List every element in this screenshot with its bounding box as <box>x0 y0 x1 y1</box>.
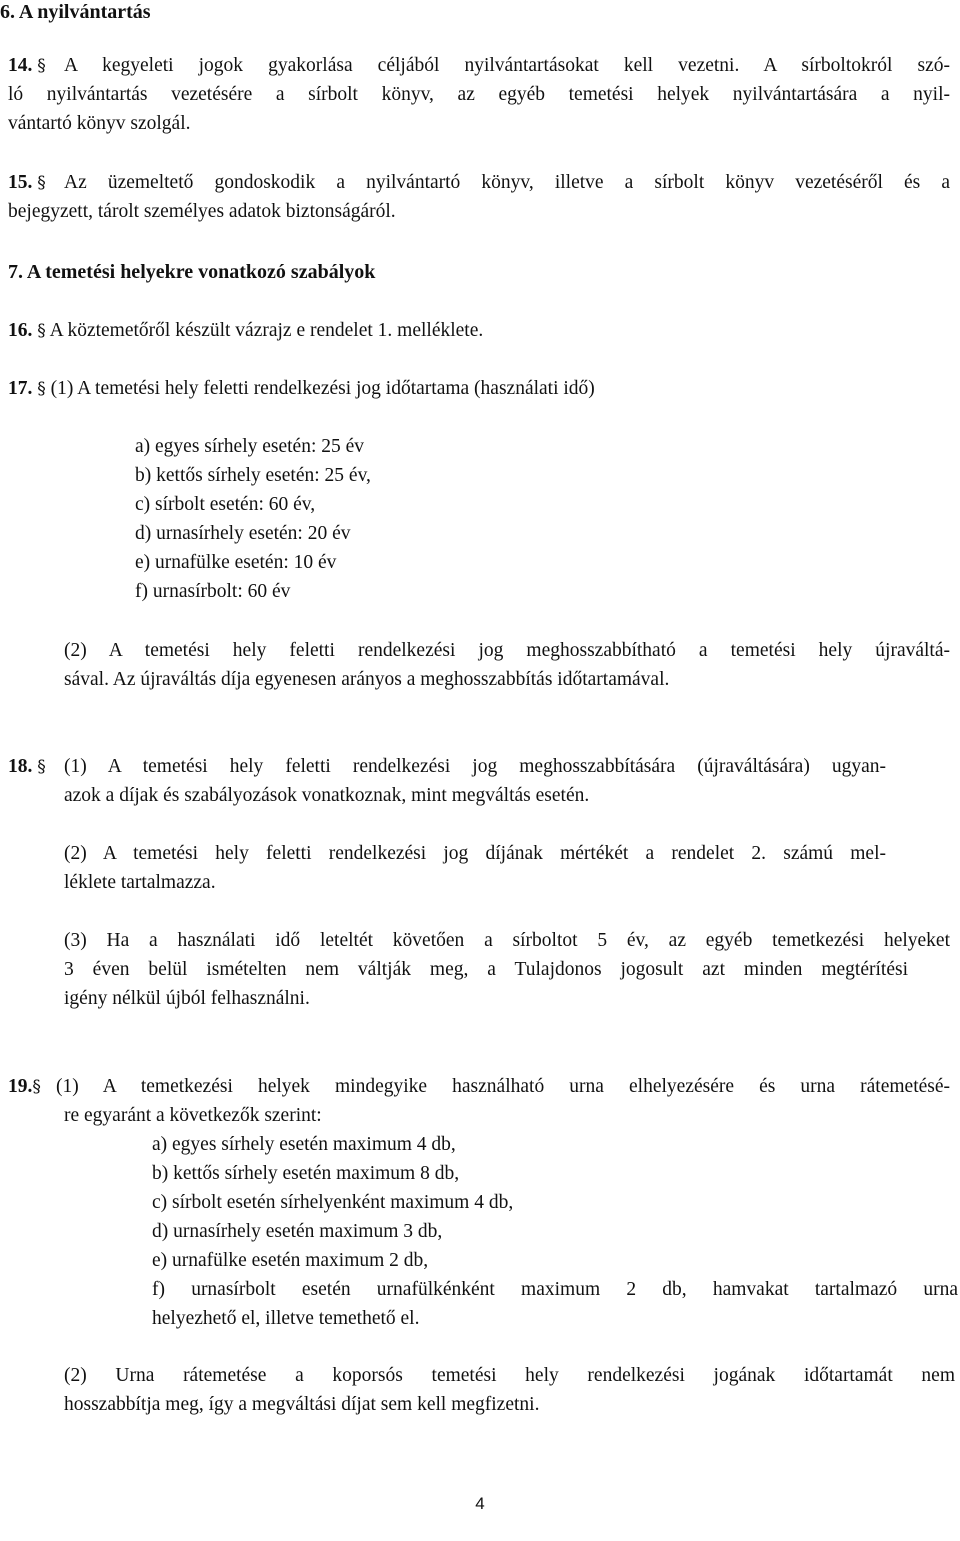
list-item: c) sírbolt esetén sírhelyenként maximum 4 db, <box>152 1192 514 1213</box>
paragraph-18-2-line: léklete tartalmazza. <box>64 872 216 893</box>
section-sign: § <box>37 757 46 777</box>
list-item: b) kettős sírhely esetén: 25 év, <box>135 465 371 486</box>
section-sign: § <box>37 173 46 193</box>
paragraph-number: 19. <box>8 1076 33 1097</box>
paragraph-18-lead <box>8 755 46 779</box>
paragraph-17-lead <box>8 377 595 401</box>
paragraph-19-lead <box>8 1075 41 1099</box>
list-item: d) urnasírhely esetén maximum 3 db, <box>152 1221 443 1242</box>
paragraph-19-2-line: hosszabbítja meg, így a megváltási díjat sem kell megfizetni. <box>64 1394 540 1415</box>
paragraph-18-3-line: 3 éven belül ismételten nem váltják meg, a Tulajdonos jogosult azt minden megtérítési <box>64 959 908 980</box>
paragraph-19-2-line: (2) Urna rátemetése a koporsós temetési hely rendelkezési jogának időtartamát nem <box>64 1365 955 1386</box>
section-heading-6: 6. A nyilvántartás <box>0 1 151 23</box>
section-sign: § <box>37 56 46 76</box>
paragraph-17-2-line: sával. Az újraváltás díja egyenesen arányos a meghosszabbítás időtartamával. <box>64 669 670 690</box>
list-item: a) egyes sírhely esetén maximum 4 db, <box>152 1134 456 1155</box>
paragraph-15-line: Az üzemeltető gondoskodik a nyilvántartó könyv, illetve a sírbolt könyv vezetéséről és a <box>64 172 950 193</box>
paragraph-number: 16. <box>8 320 33 341</box>
section-sign: § <box>37 321 46 341</box>
list-item: b) kettős sírhely esetén maximum 8 db, <box>152 1163 460 1184</box>
list-item: d) urnasírhely esetén: 20 év <box>135 523 351 544</box>
paragraph-16 <box>8 319 483 343</box>
paragraph-number: 14. <box>8 55 33 76</box>
list-item: f) urnasírbolt esetén urnafülkénként maximum 2 db, hamvakat tartalmazó urna <box>152 1279 958 1300</box>
list-item: e) urnafülke esetén: 10 év <box>135 552 337 573</box>
paragraph-14-line: A kegyeleti jogok gyakorlása céljából nyilvántartásokat kell vezetni. A sírboltokról szó- <box>64 55 950 76</box>
page-number: 4 <box>475 1494 485 1513</box>
paragraph-16-text: A köztemetőről készült vázrajz e rendelet 1. melléklete. <box>49 320 484 341</box>
paragraph-14-line: vántartó könyv szolgál. <box>8 113 191 134</box>
list-item: c) sírbolt esetén: 60 év, <box>135 494 316 515</box>
paragraph-14-line: ló nyilvántartás vezetésére a sírbolt könyv, az egyéb temetési helyek nyilvántartására a nyil- <box>8 84 950 105</box>
paragraph-15-line: bejegyzett, tárolt személyes adatok biztonságáról. <box>8 201 396 222</box>
paragraph-18-1-line: azok a díjak és szabályozások vonatkoznak, mint megváltás esetén. <box>64 785 590 806</box>
paragraph-14-lead <box>8 54 46 78</box>
section-heading-7: 7. A temetési helyekre vonatkozó szabályok <box>8 261 376 283</box>
list-item: helyezhető el, illetve temethető el. <box>152 1308 420 1329</box>
paragraph-17-intro: (1) A temetési hely feletti rendelkezési jog időtartama (használati idő) <box>50 378 595 399</box>
paragraph-number: 15. <box>8 172 33 193</box>
section-sign: § <box>32 1077 41 1097</box>
paragraph-18-3-line: igény nélkül újból felhasználni. <box>64 988 310 1009</box>
paragraph-19-1-line: re egyaránt a következők szerint: <box>64 1105 322 1126</box>
paragraph-19-1-line: (1) A temetkezési helyek mindegyike használható urna elhelyezésére és urna rátemetésé- <box>56 1076 950 1097</box>
list-item: e) urnafülke esetén maximum 2 db, <box>152 1250 429 1271</box>
list-item: f) urnasírbolt: 60 év <box>135 581 291 602</box>
paragraph-number: 17. <box>8 378 33 399</box>
list-item: a) egyes sírhely esetén: 25 év <box>135 436 365 457</box>
paragraph-17-2-line: (2) A temetési hely feletti rendelkezési jog meghosszabbítható a temetési hely újraváltá- <box>64 640 950 661</box>
paragraph-15-lead <box>8 171 46 195</box>
paragraph-number: 18. <box>8 756 33 777</box>
paragraph-18-3-line: (3) Ha a használati idő leteltét követően a sírboltot 5 év, az egyéb temetkezési helyeket <box>64 930 950 951</box>
paragraph-18-1-line: (1) A temetési hely feletti rendelkezési jog meghosszabbítására (újraváltására) ugyan- <box>64 756 886 777</box>
section-sign: § <box>37 379 46 399</box>
paragraph-18-2-line: (2) A temetési hely feletti rendelkezési jog díjának mértékét a rendelet 2. számú mel- <box>64 843 886 864</box>
